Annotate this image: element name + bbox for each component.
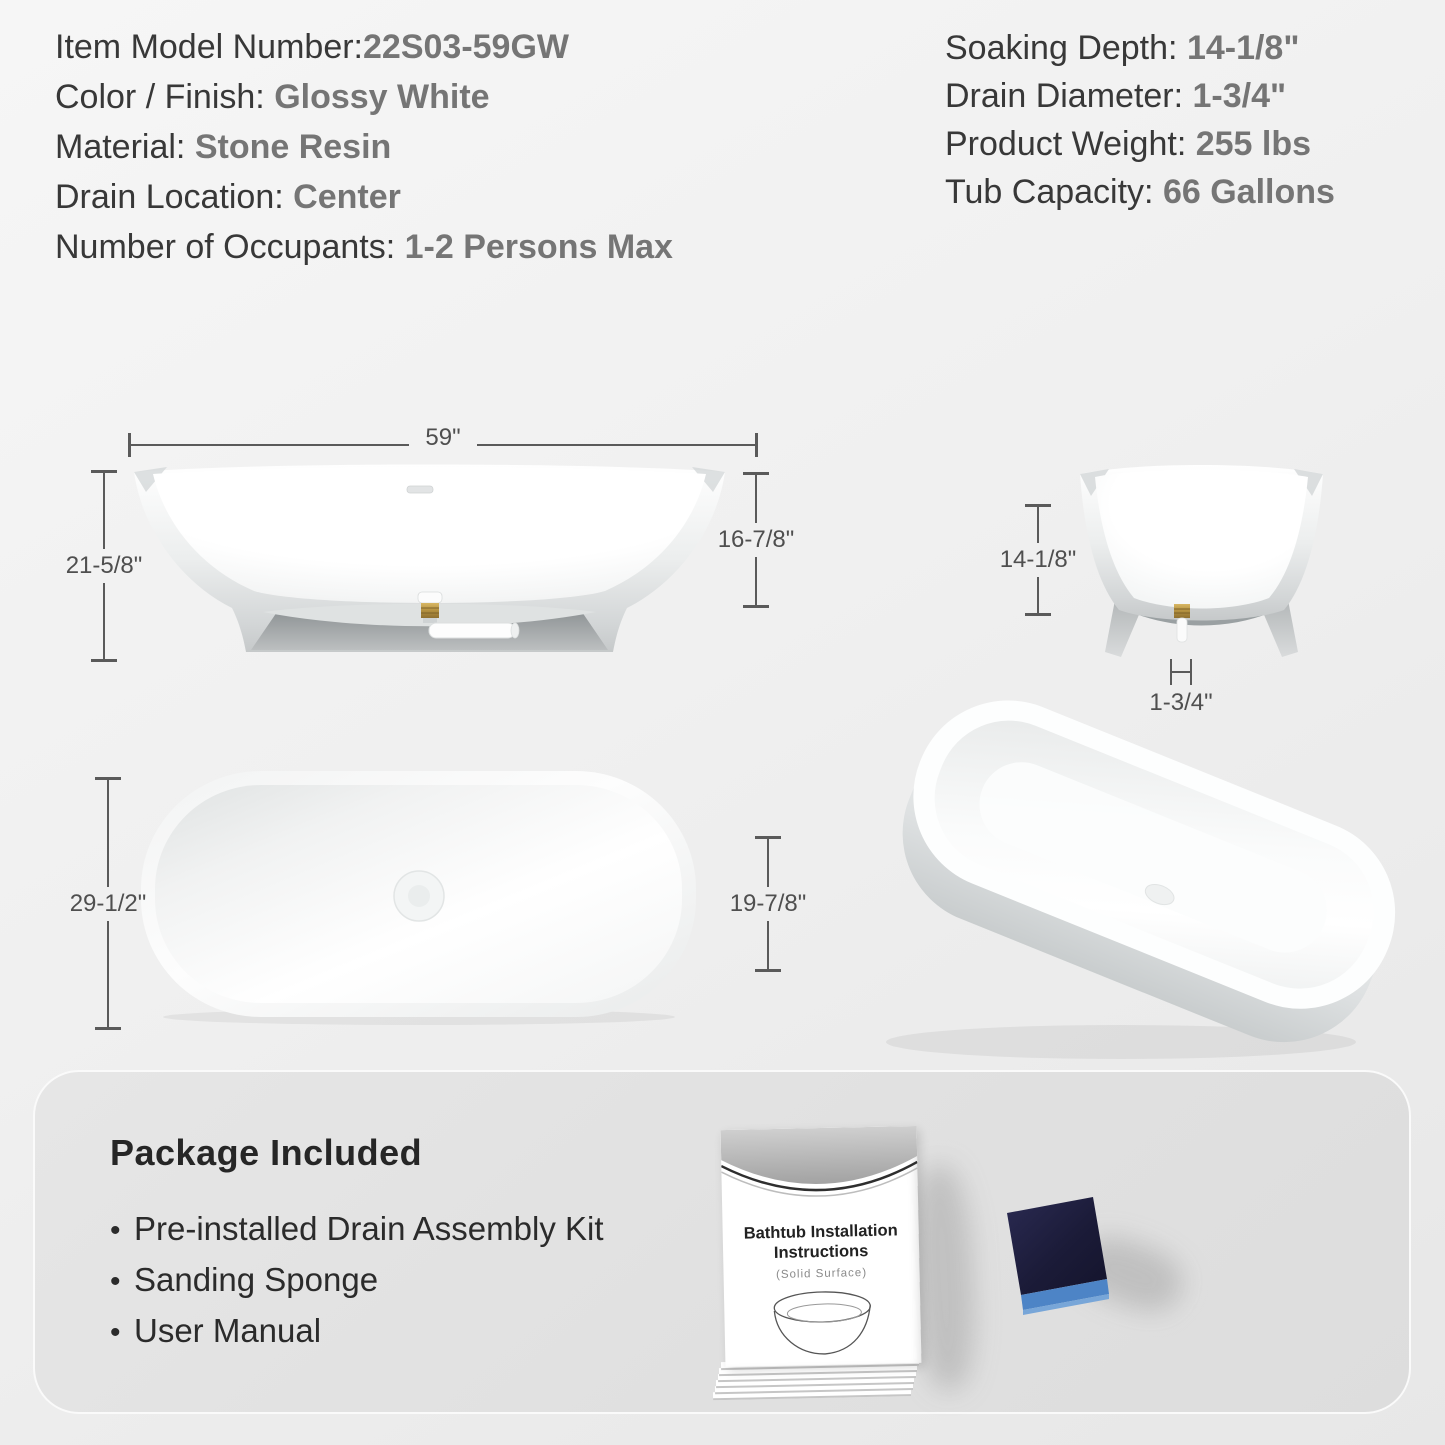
spec-drain-diameter: Drain Diameter: 1-3/4" (945, 77, 1287, 115)
spec-soaking-depth: Soaking Depth: 14-1/8" (945, 29, 1300, 67)
spec-color-finish: Color / Finish: Glossy White (55, 78, 490, 116)
end-view-diagram (1075, 460, 1328, 665)
dim-front-height: 21-5/8" (58, 470, 150, 662)
overflow-slot (407, 486, 433, 493)
dim-drain-diameter: 1-3/4" (1170, 659, 1192, 685)
dim-top-width: 29-1/2" (60, 777, 156, 1030)
sanding-sponge (995, 1193, 1120, 1325)
package-item: • Sanding Sponge (110, 1255, 604, 1306)
spec-product-weight: Product Weight: 255 lbs (945, 125, 1312, 163)
spec-tub-capacity: Tub Capacity: 66 Gallons (945, 173, 1335, 211)
manual-subtitle: (Solid Surface) (775, 1267, 868, 1281)
dim-front-width: 59" (128, 433, 758, 457)
manual-title: Bathtub Installation Instructions (743, 1221, 898, 1262)
manual-cover-band (721, 1126, 919, 1226)
spec-model-number: Item Model Number:22S03-59GW (55, 28, 569, 66)
package-included-title: Package Included (110, 1132, 423, 1173)
bullet-icon: • (110, 1265, 121, 1298)
spec-list-right (945, 24, 1335, 216)
top-view-drain (394, 871, 444, 921)
package-items-list (110, 1204, 604, 1357)
sponge-top-face (1007, 1197, 1107, 1295)
manual-tub-drawing (766, 1285, 880, 1361)
instruction-manual (715, 1122, 930, 1412)
spec-drain-location: Drain Location: Center (55, 178, 401, 216)
manual-cover (721, 1126, 922, 1367)
bullet-icon: • (110, 1214, 121, 1247)
bullet-icon: • (110, 1316, 121, 1349)
top-view-diagram (138, 768, 699, 1026)
end-tub-interior (1095, 470, 1308, 609)
dim-end-depth: 14-1/8" (993, 504, 1083, 616)
dim-front-inner-depth: 16-7/8" (712, 472, 800, 608)
spec-material: Material: Stone Resin (55, 128, 392, 166)
spec-occupants: Number of Occupants: 1-2 Persons Max (55, 228, 673, 266)
package-item: • Pre-installed Drain Assembly Kit (110, 1204, 604, 1255)
spec-list-left (55, 22, 673, 272)
dim-top-inner-width: 19-7/8" (722, 836, 814, 972)
front-view-diagram (131, 460, 728, 665)
perspective-view-image (866, 690, 1426, 1070)
package-item: • User Manual (110, 1306, 604, 1357)
